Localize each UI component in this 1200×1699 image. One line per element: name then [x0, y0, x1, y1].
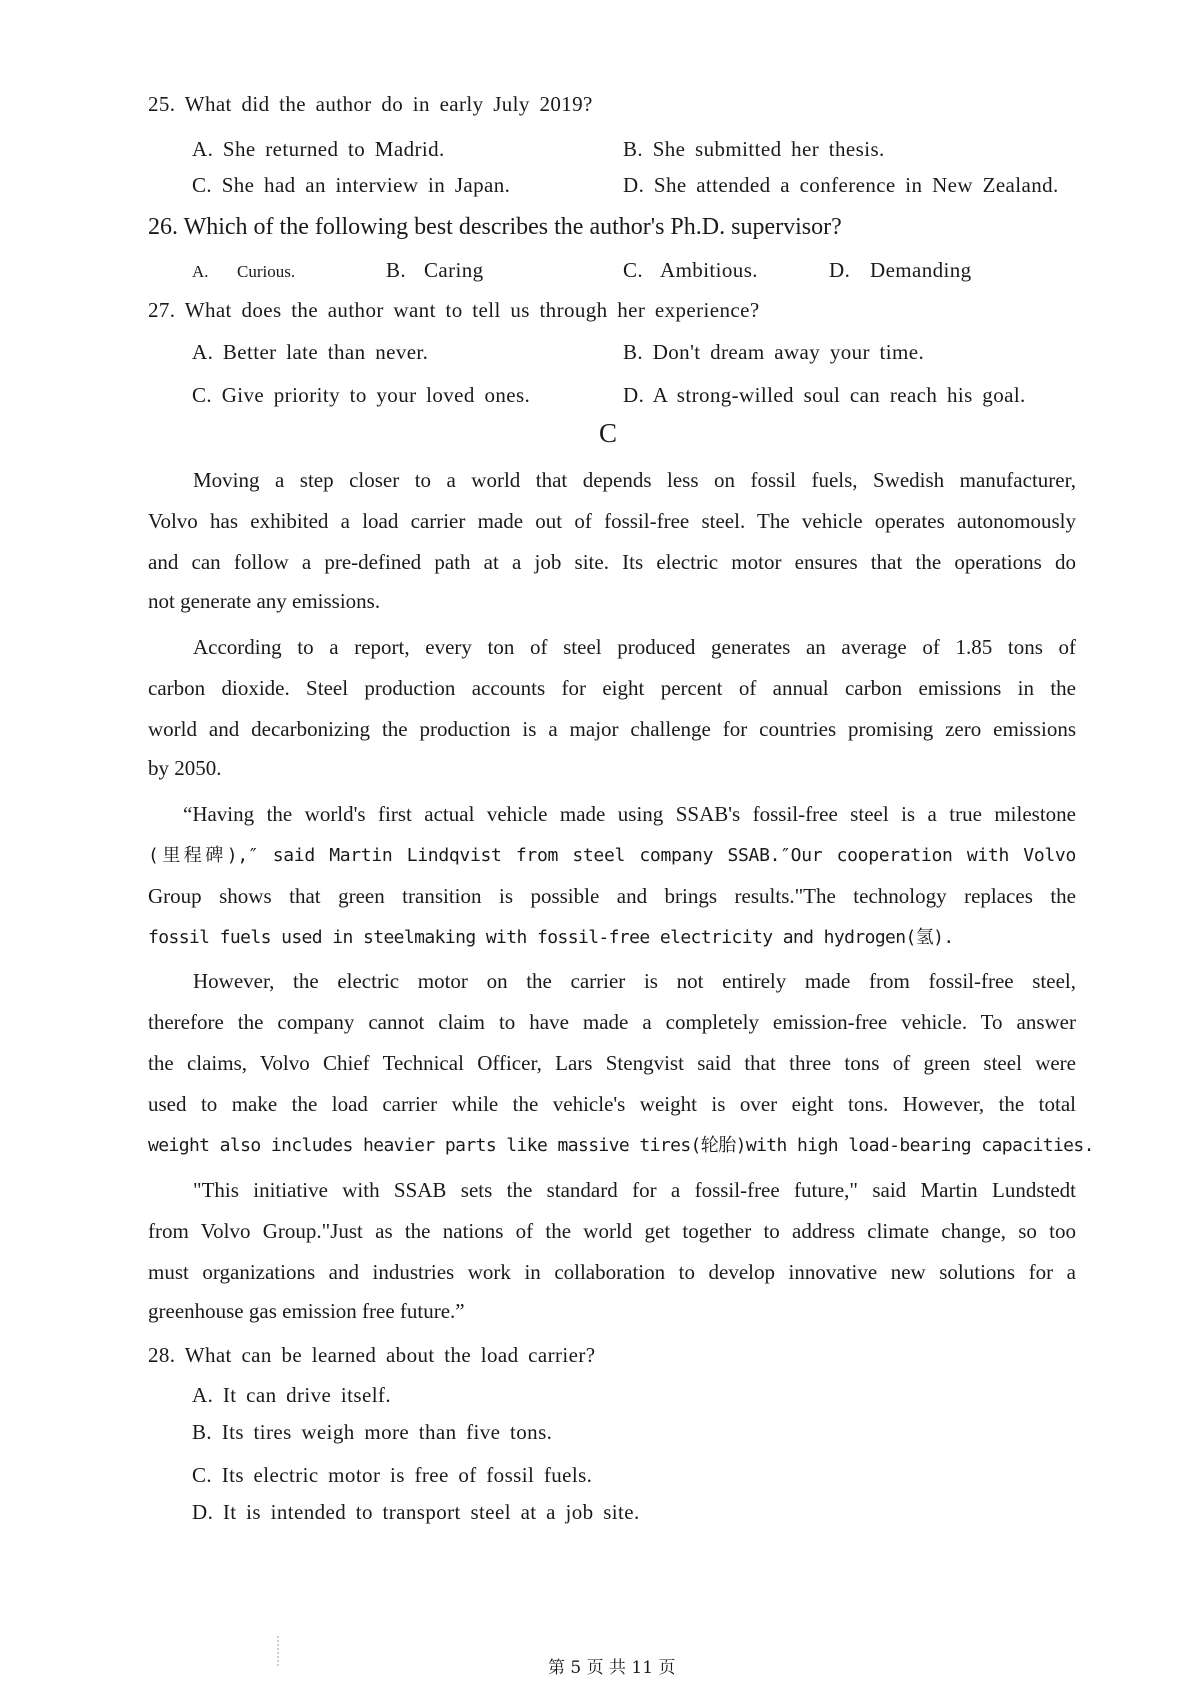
paragraph-line: used to make the load carrier while the vehicle's weight is over eight tons. However, the total: [148, 1092, 1076, 1116]
paragraph-line: fossil fuels used in steelmaking with fossil-free electricity and hydrogen(氢).: [148, 927, 954, 948]
paragraph-line: must organizations and industries work in collaboration to develop innovative new solutions for a: [148, 1260, 1076, 1284]
q28-option-c: C. Its electric motor is free of fossil fuels.: [192, 1463, 593, 1487]
passage-paragraph-1: [148, 460, 1076, 620]
q28-option-a: A. It can drive itself.: [192, 1383, 391, 1407]
q28-option-d: D. It is intended to transport steel at a job site.: [192, 1500, 640, 1524]
paragraph-line: greenhouse gas emission free future.”: [148, 1299, 465, 1323]
paragraph-line: the claims, Volvo Chief Technical Officer, Lars Stengvist said that three tons of green steel were: [148, 1051, 1076, 1075]
q25-option-c: C. She had an interview in Japan.: [192, 173, 511, 197]
paragraph-line: Moving a step closer to a world that depends less on fossil fuels, Swedish manufacturer,: [193, 468, 1076, 492]
q25-option-b: B. She submitted her thesis.: [623, 137, 885, 161]
paragraph-line: and can follow a pre-defined path at a job site. Its electric motor ensures that the operations do: [148, 550, 1076, 574]
q26-stem: 26. Which of the following best describes the author's Ph.D. supervisor?: [148, 214, 842, 240]
margin-dotted-mark: [277, 1636, 281, 1666]
paragraph-line: According to a report, every ton of steel produced generates an average of 1.85 tons of: [193, 635, 1076, 659]
q25-stem: 25. What did the author do in early July 2019?: [148, 92, 593, 116]
paragraph-line: weight also includes heavier parts like massive tires(轮胎)with high load-bearing capacities.: [148, 1135, 1094, 1156]
q26-option-c-letter: C.: [623, 258, 644, 282]
paragraph-line: carbon dioxide. Steel production accounts for eight percent of annual carbon emissions in the: [148, 676, 1076, 700]
q26-option-b-letter: B.: [386, 258, 407, 282]
q27-stem: 27. What does the author want to tell us through her experience?: [148, 298, 760, 322]
paragraph-line: not generate any emissions.: [148, 589, 381, 613]
paragraph-line: world and decarbonizing the production is a major challenge for countries promising zero emissions: [148, 717, 1076, 741]
q26-option-d-letter: D.: [829, 258, 851, 282]
section-heading: C: [599, 418, 618, 448]
q28-stem: 28. What can be learned about the load carrier?: [148, 1343, 596, 1367]
q26-option-b-text: Caring: [424, 258, 484, 282]
paragraph-line: therefore the company cannot claim to have made a completely emission-free vehicle. To answer: [148, 1010, 1076, 1034]
q27-option-c: C. Give priority to your loved ones.: [192, 383, 531, 407]
passage-paragraph-4: [148, 961, 1094, 1166]
q26-option-a-text: Curious.: [237, 262, 296, 281]
paragraph-line: by 2050.: [148, 756, 222, 780]
q25-option-a: A. She returned to Madrid.: [192, 137, 445, 161]
q27-option-d: D. A strong-willed soul can reach his goal.: [623, 383, 1026, 407]
q27-option-a: A. Better late than never.: [192, 340, 429, 364]
q26-option-d-text: Demanding: [870, 258, 972, 282]
q27-option-b: B. Don't dream away your time.: [623, 340, 925, 364]
passage-paragraph-3: [148, 794, 1076, 958]
paragraph-line: Group shows that green transition is possible and brings results."The technology replaces the: [148, 884, 1076, 908]
paragraph-line: from Volvo Group."Just as the nations of the world get together to address climate change, so too: [148, 1219, 1076, 1243]
paragraph-line: (里程碑),″ said Martin Lindqvist from steel company SSAB.″Our cooperation with Volvo: [148, 845, 1076, 866]
passage-paragraph-2: [148, 627, 1076, 787]
page-footer: 第 5 页 共 11 页: [548, 1658, 676, 1678]
paragraph-line: Volvo has exhibited a load carrier made out of fossil-free steel. The vehicle operates autonomously: [148, 509, 1076, 533]
paragraph-line: However, the electric motor on the carrier is not entirely made from fossil-free steel,: [193, 969, 1076, 993]
q26-option-c-text: Ambitious.: [660, 258, 758, 282]
paragraph-line: "This initiative with SSAB sets the standard for a fossil-free future," said Martin Lundstedt: [193, 1178, 1076, 1202]
q28-option-b: B. Its tires weigh more than five tons.: [192, 1420, 553, 1444]
paragraph-line: “Having the world's first actual vehicle made using SSAB's fossil-free steel is a true milestone: [183, 802, 1076, 826]
q26-option-a-letter: A.: [192, 262, 209, 281]
passage-paragraph-5: [148, 1170, 1076, 1330]
q25-option-d: D. She attended a conference in New Zealand.: [623, 173, 1059, 197]
